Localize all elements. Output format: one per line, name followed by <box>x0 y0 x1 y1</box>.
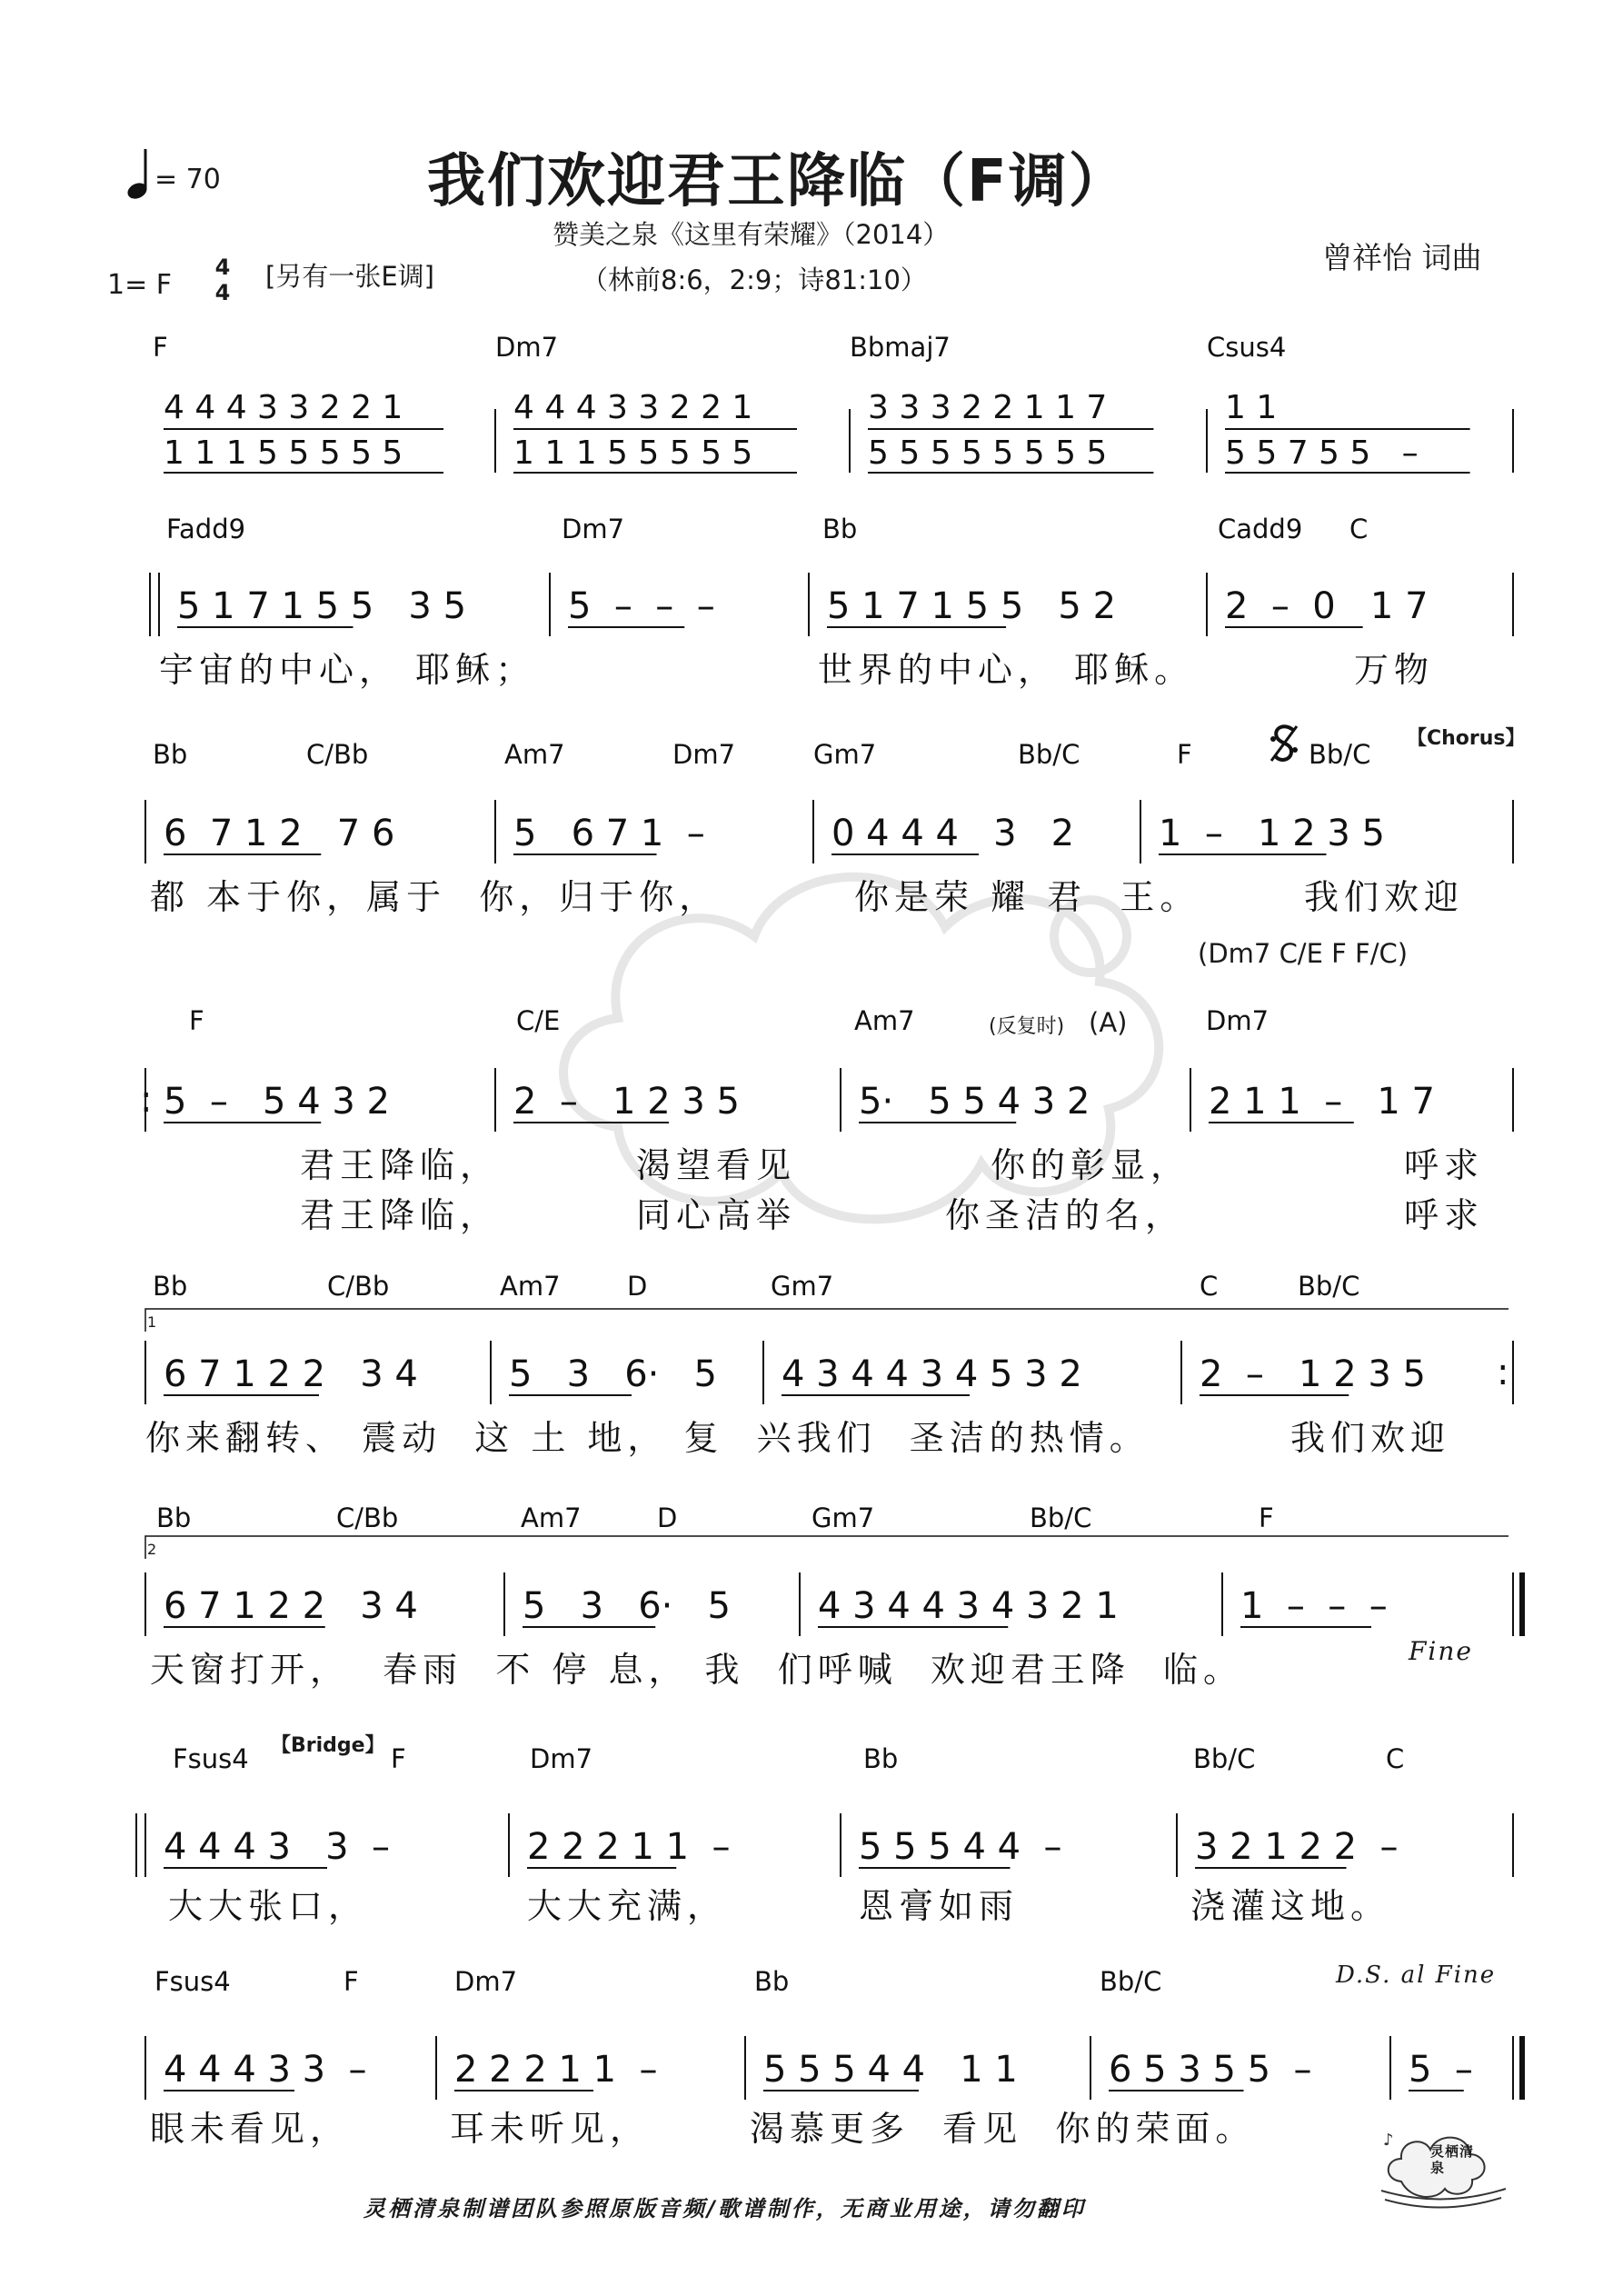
lyric-text: 都 本于你，属于 你，归于你， <box>150 877 720 917</box>
chord-symbol: F <box>344 1966 359 1997</box>
chord-symbol: Fsus4 <box>173 1743 249 1774</box>
lyric-text: 你的彰显， <box>991 1145 1191 1185</box>
note-group-upper: 1 1 <box>1225 389 1278 426</box>
chord-symbol: Am7 <box>504 739 565 770</box>
note-group-lower: 5 5 7 5 5 – <box>1225 434 1419 472</box>
chord-symbol: C <box>1386 1743 1405 1774</box>
lyric-text: 宇宙的中心， 耶稣； <box>159 650 536 690</box>
note-group: 2 – 1 2 3 5 <box>513 1081 740 1123</box>
chord-symbol: Dm7 <box>530 1743 593 1774</box>
chord-symbol: Bb/C <box>1193 1743 1256 1774</box>
repeat-note: (反复时) <box>989 1015 1065 1038</box>
chord-symbol: Dm7 <box>562 514 625 544</box>
chord-symbol: D <box>627 1271 648 1302</box>
chord-symbol: Bb <box>156 1502 192 1533</box>
tempo-value: = 70 <box>154 164 221 195</box>
subtitle: 赞美之泉《这里有荣耀》（2014） <box>553 219 950 250</box>
bridge-tag: 【Bridge】 <box>271 1734 385 1757</box>
lyric-text: 我们欢迎 <box>1290 1418 1451 1458</box>
note-group: 5 – – – <box>568 585 715 627</box>
note-group: 2 2 2 1 1 – <box>527 1826 731 1868</box>
note-group: 5 – <box>1409 2049 1473 2091</box>
note-group-lower: 1 1 1 5 5 5 5 5 <box>164 434 403 472</box>
time-signature-bottom: 4 <box>214 280 231 305</box>
composer-credit: 曾祥怡 词曲 <box>1322 240 1482 275</box>
first-ending-label: 1 <box>147 1313 157 1331</box>
chord-symbol: C/E <box>516 1005 561 1036</box>
repeat-start-dots: : <box>140 1079 153 1121</box>
chord-symbol: C/Bb <box>327 1271 390 1302</box>
lyric-text: 君王降临， <box>300 1145 501 1185</box>
ds-al-fine-marking: D.S. al Fine <box>1336 1962 1497 1989</box>
chord-symbol: Bb/C <box>1298 1271 1360 1302</box>
chord-symbol: Fsus4 <box>154 1966 231 1997</box>
note-group: 5 6 7 1 – <box>513 813 705 854</box>
note-group: 2 2 2 1 1 – <box>454 2049 658 2091</box>
note-group: 5 3 6· 5 <box>523 1585 731 1627</box>
lyric-text: 世界的中心， 耶稣。 <box>818 650 1195 690</box>
chord-symbol: F <box>189 1005 204 1036</box>
chord-symbol: Gm7 <box>771 1271 834 1302</box>
alternate-chords: (Dm7 C/E F F/C) <box>1198 938 1409 969</box>
chord-symbol: Bb <box>153 739 188 770</box>
chord-symbol: Bb <box>153 1271 188 1302</box>
chord-symbol: Bb/C <box>1100 1966 1162 1997</box>
chord-symbol: Bb <box>754 1966 790 1997</box>
lyric-text: 你来翻转、 震动 这 土 地， 复 兴我们 圣洁的热情。 <box>145 1418 1150 1458</box>
scripture-reference: （林前8:6，2:9；诗81:10） <box>582 265 927 295</box>
chord-symbol: C <box>1200 1271 1219 1302</box>
chord-symbol: F <box>391 1743 406 1774</box>
lyric-text: 眼未看见， <box>150 2109 351 2149</box>
chord-symbol: Bb <box>822 514 858 544</box>
time-signature-top: 4 <box>214 255 231 280</box>
chord-symbol: Fadd9 <box>166 514 246 544</box>
chord-symbol: Gm7 <box>813 739 877 770</box>
note-group: 5 1 7 1 5 5 3 5 <box>177 585 467 627</box>
lyric-text: 我们欢迎 <box>1304 877 1465 917</box>
chord-symbol: C/Bb <box>336 1502 399 1533</box>
repeat-end-dots: : <box>1497 1352 1509 1393</box>
segno-icon <box>1268 723 1300 764</box>
lyric-text: 耳未听见， <box>450 2109 651 2149</box>
chord-symbol: C/Bb <box>306 739 369 770</box>
note-group: 1 – – – <box>1240 1585 1388 1627</box>
lyric-text-verse2: 同心高举 <box>636 1195 797 1235</box>
first-ending-bracket <box>145 1309 1508 1332</box>
chord-symbol: Bbmaj7 <box>850 332 951 363</box>
note-group: 5 3 6· 5 <box>509 1353 717 1395</box>
note-group: 6 7 1 2 7 6 <box>164 813 395 854</box>
chord-symbol: Dm7 <box>672 739 736 770</box>
chord-symbol: F <box>1259 1502 1274 1533</box>
chord-symbol: Am7 <box>521 1502 582 1533</box>
chord-symbol: Bb/C <box>1018 739 1080 770</box>
note-group-lower: 1 1 1 5 5 5 5 5 <box>513 434 753 472</box>
key-signature: 1= F <box>107 269 173 301</box>
note-group-upper: 3 3 3 2 2 1 1 7 <box>868 389 1108 426</box>
note-group-upper: 4 4 4 3 3 2 2 1 <box>513 389 753 426</box>
chord-symbol: Bb/C <box>1309 739 1371 770</box>
chord-symbol: D <box>657 1502 678 1533</box>
lyric-text: 大大充满， <box>527 1886 728 1926</box>
logo <box>1374 2118 1510 2209</box>
chord-symbol: Am7 <box>854 1005 915 1036</box>
note-group: 0 4 4 4 3 2 <box>831 813 1075 854</box>
second-ending-label: 2 <box>147 1541 157 1558</box>
chord-symbol: Cadd9 <box>1218 514 1303 544</box>
lyric-text-verse2: 君王降临， <box>300 1195 501 1235</box>
chord-symbol: F <box>1177 739 1192 770</box>
lyric-text: 渴望看见 <box>636 1145 797 1185</box>
chord-symbol: Bb <box>863 1743 899 1774</box>
lyric-text: 天窗打开， 春雨 不 停 息， 我 们呼喊 欢迎君王降 临。 <box>150 1650 1244 1690</box>
lyric-text-verse2: 你圣洁的名， <box>945 1195 1186 1235</box>
lyric-text-verse2: 呼求 <box>1404 1195 1485 1235</box>
lyric-text: 渴慕更多 看见 你的荣面。 <box>750 2109 1256 2149</box>
footer-note: 灵栖清泉制谱团队参照原版音频/歌谱制作，无商业用途，请勿翻印 <box>363 2196 1086 2221</box>
note-group: 6 7 1 2 2 3 4 <box>164 1353 418 1395</box>
chord-symbol: Dm7 <box>495 332 559 363</box>
note-group: 5· 5 5 4 3 2 <box>859 1081 1090 1123</box>
note-group: 1 – 1 2 3 5 <box>1159 813 1385 854</box>
note-group: 2 – 0 1 7 <box>1225 585 1429 627</box>
note-group-lower: 5 5 5 5 5 5 5 5 <box>868 434 1108 472</box>
repeat-chord: (A) <box>1089 1007 1128 1038</box>
lyric-text: 大大张口， <box>168 1886 369 1926</box>
chord-symbol: C <box>1349 514 1369 544</box>
note-group: 4 4 4 3 3 – <box>164 1826 390 1868</box>
note-group: 5 – 5 4 3 2 <box>164 1081 390 1123</box>
lyric-text: 浇灌这地。 <box>1190 1886 1391 1926</box>
chord-symbol: Dm7 <box>454 1966 518 1997</box>
page-title: 我们欢迎君王降临（F调） <box>427 148 1129 215</box>
note-group: 6 7 1 2 2 3 4 <box>164 1585 418 1627</box>
chord-symbol: Csus4 <box>1207 332 1287 363</box>
note-group: 2 1 1 – 1 7 <box>1209 1081 1435 1123</box>
fine-marking: Fine <box>1409 1636 1473 1666</box>
svg-text:♪: ♪ <box>1383 2131 1394 2150</box>
chord-symbol: Dm7 <box>1206 1005 1270 1036</box>
note-group: 6 5 3 5 5 – <box>1109 2049 1312 2091</box>
note-group: 5 5 5 4 4 1 1 <box>763 2049 1018 2091</box>
chord-symbol: Bb/C <box>1030 1502 1092 1533</box>
note-group: 4 4 4 3 3 – <box>164 2049 367 2091</box>
lyric-text: 呼求 <box>1404 1145 1485 1185</box>
lyric-text: 万物 <box>1354 650 1435 690</box>
note-group: 5 1 7 1 5 5 5 2 <box>827 585 1117 627</box>
note-group: 2 – 1 2 3 5 <box>1200 1353 1426 1395</box>
chorus-tag: 【Chorus】 <box>1407 727 1526 750</box>
note-group-upper: 4 4 4 3 3 2 2 1 <box>164 389 403 426</box>
note-group: 4 3 4 4 3 4 3 2 1 <box>818 1585 1119 1627</box>
chord-symbol: F <box>153 332 168 363</box>
chord-symbol: Gm7 <box>812 1502 875 1533</box>
note-group: 3 2 1 2 2 – <box>1195 1826 1399 1868</box>
note-group: 5 5 5 4 4 – <box>859 1826 1062 1868</box>
logo-text: 灵栖清泉 <box>1430 2143 1475 2176</box>
second-ending-bracket <box>145 1536 1508 1559</box>
chord-symbol: Am7 <box>500 1271 561 1302</box>
note-group: 4 3 4 4 3 4 5 3 2 <box>782 1353 1082 1395</box>
lyric-text: 你是荣 耀 君 王。 <box>854 877 1200 917</box>
alternate-key-note: [另有一张E调] <box>265 261 434 292</box>
lyric-text: 恩膏如雨 <box>859 1886 1020 1926</box>
